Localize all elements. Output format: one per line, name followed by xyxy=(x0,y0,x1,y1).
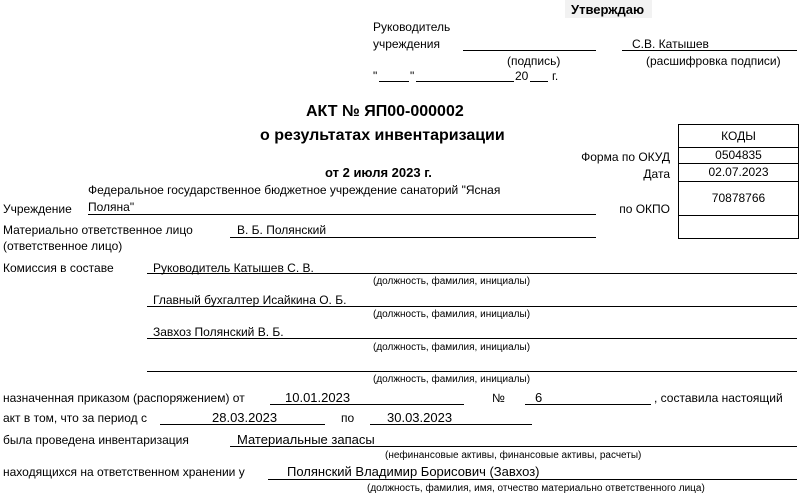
okud-value: 0504835 xyxy=(679,148,798,164)
custody-line xyxy=(268,479,797,480)
period-label: акт в том, что за период с xyxy=(3,411,147,425)
order-number-line xyxy=(525,404,651,405)
custody-label: находящихся на ответственном хранении у xyxy=(3,465,245,479)
date-month-line xyxy=(416,81,514,82)
signature-hint: (подпись) xyxy=(507,54,561,68)
period-to: 30.03.2023 xyxy=(387,410,453,425)
okpo-label: по ОКПО xyxy=(619,202,670,216)
act-date: от 2 июля 2023 г. xyxy=(325,165,432,180)
inventory-line xyxy=(230,446,797,447)
period-from: 28.03.2023 xyxy=(212,410,278,425)
date-quote-open: " xyxy=(373,69,378,83)
date-year-prefix: 20 xyxy=(515,69,529,83)
order-number-label: № xyxy=(492,391,505,405)
commission-line xyxy=(147,273,797,274)
commission-member: Завхоз Полянский В. Б. xyxy=(153,325,284,339)
commission-hint: (должность, фамилия, инициалы) xyxy=(373,374,531,385)
date-year-line xyxy=(530,81,548,82)
head-label-2: учреждения xyxy=(373,37,440,51)
period-from-line xyxy=(160,424,325,425)
okud-label: Форма по ОКУД xyxy=(581,150,670,164)
institution-label: Учреждение xyxy=(3,202,72,216)
signer-name: С.В. Катышев xyxy=(632,37,709,51)
codes-table xyxy=(678,124,799,239)
institution-name-line2: Поляна" xyxy=(88,200,135,214)
okpo-value: 70878766 xyxy=(679,182,798,216)
head-label-1: Руководитель xyxy=(373,20,451,34)
signer-name-line xyxy=(622,50,797,51)
custody-hint: (должность, фамилия, имя, отчество материально ответственного лица) xyxy=(367,483,705,494)
responsible-label-2: (ответственное лицо) xyxy=(3,239,123,253)
decoding-hint: (расшифровка подписи) xyxy=(646,54,781,68)
commission-hint: (должность, фамилия, инициалы) xyxy=(373,276,531,287)
codes-header: КОДЫ xyxy=(679,125,798,148)
commission-line xyxy=(147,371,797,372)
approval-title: Утверждаю xyxy=(571,2,645,17)
date-quote-close: " xyxy=(410,69,415,83)
custody-value: Полянский Владимир Борисович (Завхоз) xyxy=(287,464,540,479)
order-suffix: , составила настоящий xyxy=(654,391,783,405)
institution-name-line1: Федеральное государственное бюджетное учреждение санаторий "Ясная xyxy=(88,183,501,197)
inventory-hint: (нефинансовые активы, финансовые активы, расчеты) xyxy=(385,450,642,461)
act-title: АКТ № ЯП00-000002 xyxy=(306,103,464,120)
inventory-value: Материальные запасы xyxy=(237,432,375,447)
order-date: 10.01.2023 xyxy=(285,390,351,405)
institution-line xyxy=(88,214,596,215)
order-date-line xyxy=(270,404,464,405)
inventory-label: была проведена инвентаризация xyxy=(3,433,189,447)
date-year-suffix: г. xyxy=(552,69,559,83)
period-to-line xyxy=(370,424,532,425)
responsible-line xyxy=(230,237,596,238)
period-to-label: по xyxy=(341,411,355,425)
commission-member: Руководитель Катышев С. В. xyxy=(153,261,314,275)
responsible-value: В. Б. Полянский xyxy=(237,223,327,237)
order-number: 6 xyxy=(535,390,543,405)
date-label: Дата xyxy=(643,167,670,181)
responsible-label-1: Материально ответственное лицо xyxy=(3,223,193,237)
signature-line xyxy=(463,50,596,51)
commission-hint: (должность, фамилия, инициалы) xyxy=(373,342,531,353)
act-subtitle: о результатах инвентаризации xyxy=(260,127,505,144)
commission-label: Комиссия в составе xyxy=(3,261,114,275)
commission-line xyxy=(147,338,797,339)
date-day-line xyxy=(379,81,409,82)
commission-line xyxy=(147,306,797,307)
order-label: назначенная приказом (распоряжением) от xyxy=(3,391,245,405)
date-value: 02.07.2023 xyxy=(679,164,798,182)
commission-member: Главный бухгалтер Исайкина О. Б. xyxy=(153,293,347,307)
commission-hint: (должность, фамилия, инициалы) xyxy=(373,309,531,320)
codes-empty-cell xyxy=(679,216,798,239)
